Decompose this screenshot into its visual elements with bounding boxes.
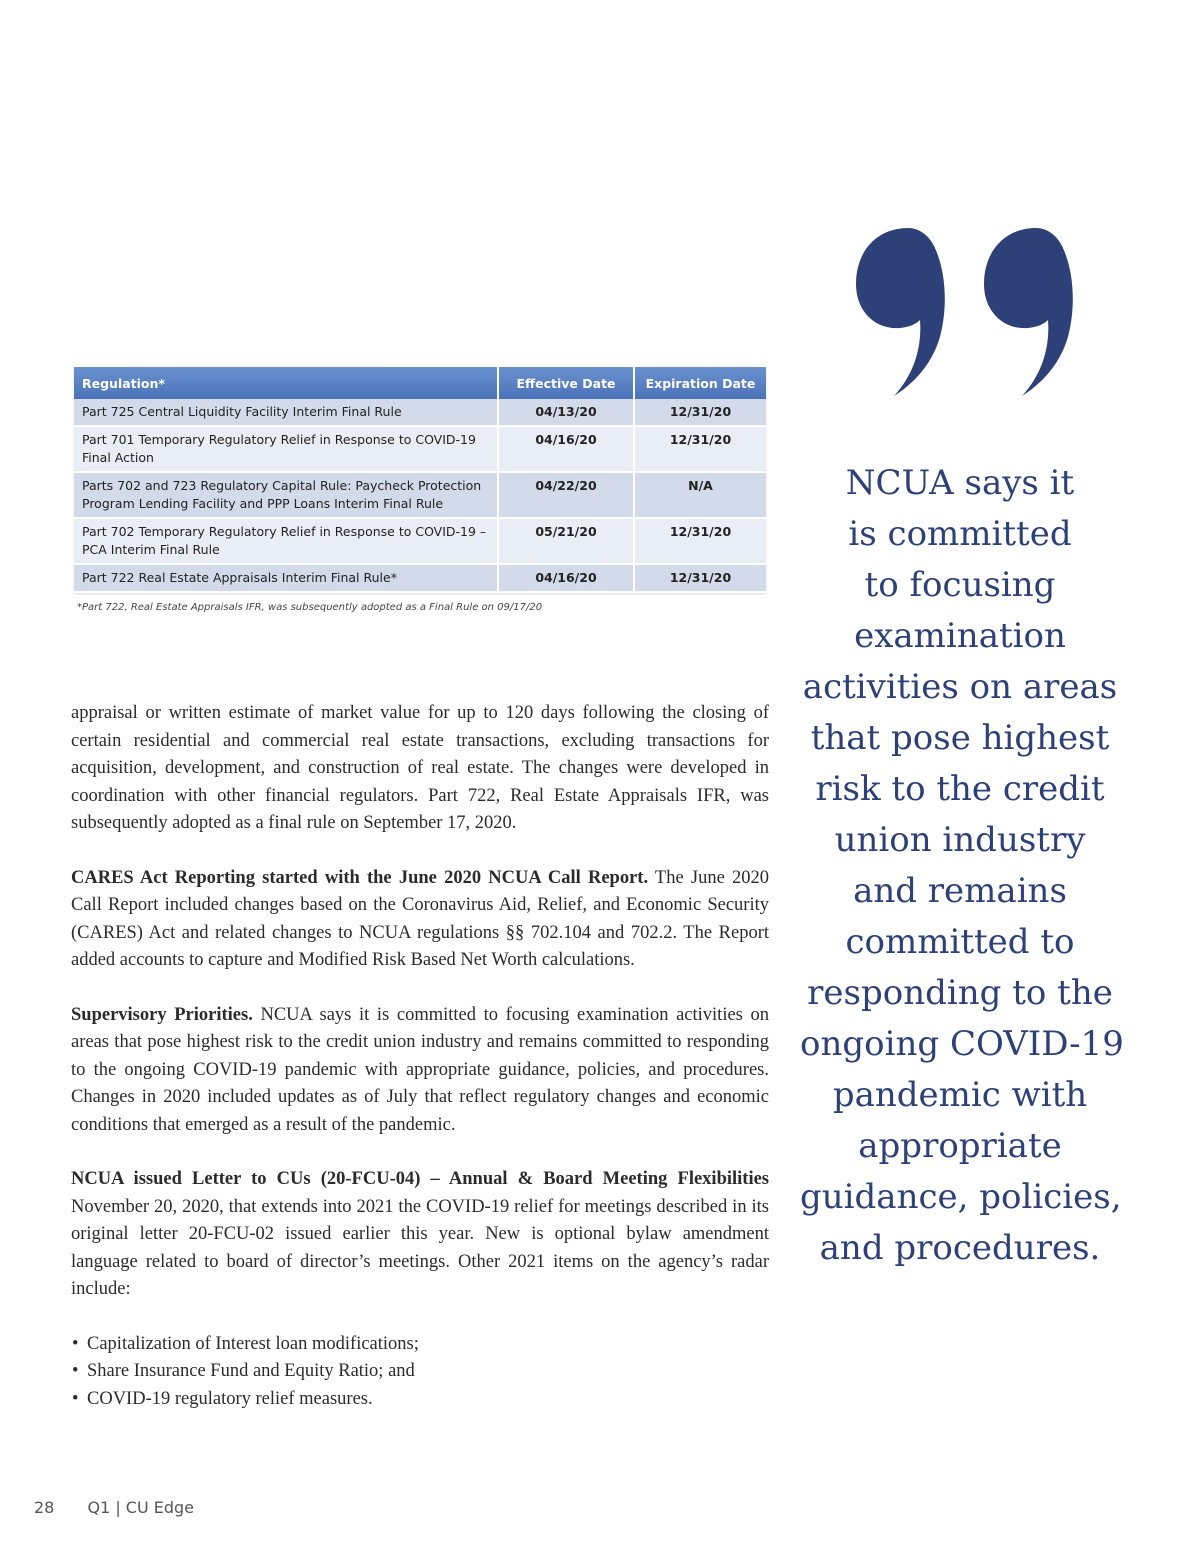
table-row xyxy=(74,473,766,519)
pull-quote-line: appropriate xyxy=(858,1126,1062,1166)
table-row xyxy=(74,519,766,565)
paragraph-heading: NCUA issued Letter to CUs (20-FCU-04) – Annual & Board Meeting Flexibilities xyxy=(71,1169,769,1189)
column-header-effective-date: Effective Date xyxy=(499,367,635,399)
regulation-table xyxy=(74,367,766,593)
pull-quote-line: and procedures. xyxy=(819,1228,1101,1268)
article-body xyxy=(71,700,769,1413)
quote-marks-icon xyxy=(854,224,1086,410)
pull-quote-line: that pose highest xyxy=(810,718,1110,758)
pull-quote-line: responding to the xyxy=(807,973,1113,1013)
regulation-cell: Parts 702 and 723 Regulatory Capital Rule: Paycheck Protection Program Lending Facility and PPP Loans Interim Final Rule xyxy=(74,473,499,519)
regulation-table-figure xyxy=(74,367,766,613)
pull-quote-line: committed to xyxy=(845,922,1075,962)
expiration-date-cell: 12/31/20 xyxy=(635,519,766,565)
effective-date-cell: 04/16/20 xyxy=(499,565,635,593)
regulation-cell: Part 725 Central Liquidity Facility Interim Final Rule xyxy=(74,399,499,427)
effective-date-cell: 05/21/20 xyxy=(499,519,635,565)
pull-quote-line: and remains xyxy=(853,871,1067,911)
page-footer xyxy=(34,1498,194,1517)
paragraph-appraisal: appraisal or written estimate of market value for up to 120 days following the closing of certain residential and commercial real estate transactions, excluding transactions for acquisition, development, and construction of real estate. The changes were developed in coordination with other financial regulators. Part 722, Real Estate Appraisals IFR, was subsequently adopted as a final rule on September 17, 2020. xyxy=(71,703,769,833)
pull-quote-line: NCUA says it xyxy=(845,463,1075,503)
pull-quote-line: activities on areas xyxy=(802,667,1118,707)
pull-quote-line: to focusing xyxy=(864,565,1056,605)
list-item: • COVID-19 regulatory relief measures. xyxy=(71,1386,769,1414)
pull-quote-line: ongoing COVID-19 xyxy=(800,1024,1124,1064)
expiration-date-cell: N/A xyxy=(635,473,766,519)
pull-quote-line: guidance, policies, xyxy=(800,1177,1122,1217)
paragraph-heading: Supervisory Priorities. xyxy=(71,1004,253,1025)
table-row xyxy=(74,427,766,473)
expiration-date-cell: 12/31/20 xyxy=(635,565,766,593)
pull-quote-line: pandemic with xyxy=(832,1075,1088,1115)
effective-date-cell: 04/16/20 xyxy=(499,427,635,473)
pull-quote-line: union industry xyxy=(834,820,1086,860)
expiration-date-cell: 12/31/20 xyxy=(635,427,766,473)
pull-quote-line: examination xyxy=(854,616,1066,656)
effective-date-cell: 04/13/20 xyxy=(499,399,635,427)
table-header-row xyxy=(74,367,766,399)
paragraph-cares-act: CARES Act Reporting started with the June 2020 NCUA Call Report. The June 2020 Call Report included changes based on the Coronavirus Aid, Relief, and Economic Security (CARES) Act and related changes to NCUA regulations §§ 702.104 and 702.2. The Report added accounts to capture and Modified Risk Based Net Worth calculations. xyxy=(71,867,769,970)
effective-date-cell: 04/22/20 xyxy=(499,473,635,519)
paragraph-supervisory-priorities: Supervisory Priorities. NCUA says it is committed to focusing examination activities on areas that pose highest risk to the credit union industry and remains committed to responding to the ongoing COVID-19 pandemic with appropriate guidance, policies, and procedures. Changes in 2020 included updates as of July that reflect regulatory changes and economic conditions that emerged as a result of the pandemic. xyxy=(71,1004,770,1135)
radar-items-list xyxy=(71,1331,769,1414)
list-item: • Capitalization of Interest loan modifications; xyxy=(71,1331,769,1359)
publication-name: Q1 | CU Edge xyxy=(87,1498,195,1517)
pull-quote-line: risk to the credit xyxy=(815,769,1105,809)
regulation-cell: Part 722 Real Estate Appraisals Interim Final Rule* xyxy=(74,565,499,593)
table-row xyxy=(74,565,766,593)
table-footnote: *Part 722, Real Estate Appraisals IFR, was subsequently adopted as a Final Rule on 09/17/20 xyxy=(77,602,543,613)
column-header-expiration-date: Expiration Date xyxy=(635,367,766,399)
paragraph-heading: CARES Act Reporting started with the June 2020 NCUA Call Report. xyxy=(71,867,649,888)
pull-quote-line: is committed xyxy=(848,514,1072,554)
pull-quote xyxy=(800,458,1124,1274)
list-item: • Share Insurance Fund and Equity Ratio; and xyxy=(71,1358,769,1386)
column-header-regulation: Regulation* xyxy=(74,367,499,399)
regulation-cell: Part 702 Temporary Regulatory Relief in Response to COVID-19 – PCA Interim Final Rule xyxy=(74,519,499,565)
regulation-cell: Part 701 Temporary Regulatory Relief in Response to COVID-19 Final Action xyxy=(74,427,499,473)
expiration-date-cell: 12/31/20 xyxy=(635,399,766,427)
page-number: 28 xyxy=(34,1498,55,1517)
table-row xyxy=(74,399,766,427)
paragraph-ncua-letter: NCUA issued Letter to CUs (20-FCU-04) – Annual & Board Meeting Flexibilities November 20, 2020, that extends into 2021 the COVID-19 relief for meetings described in its original letter 20-FCU-02 issued earlier this year. New is optional bylaw amendment language related to board of director’s meetings. Other 2021 items on the agency’s radar include: xyxy=(71,1169,769,1299)
